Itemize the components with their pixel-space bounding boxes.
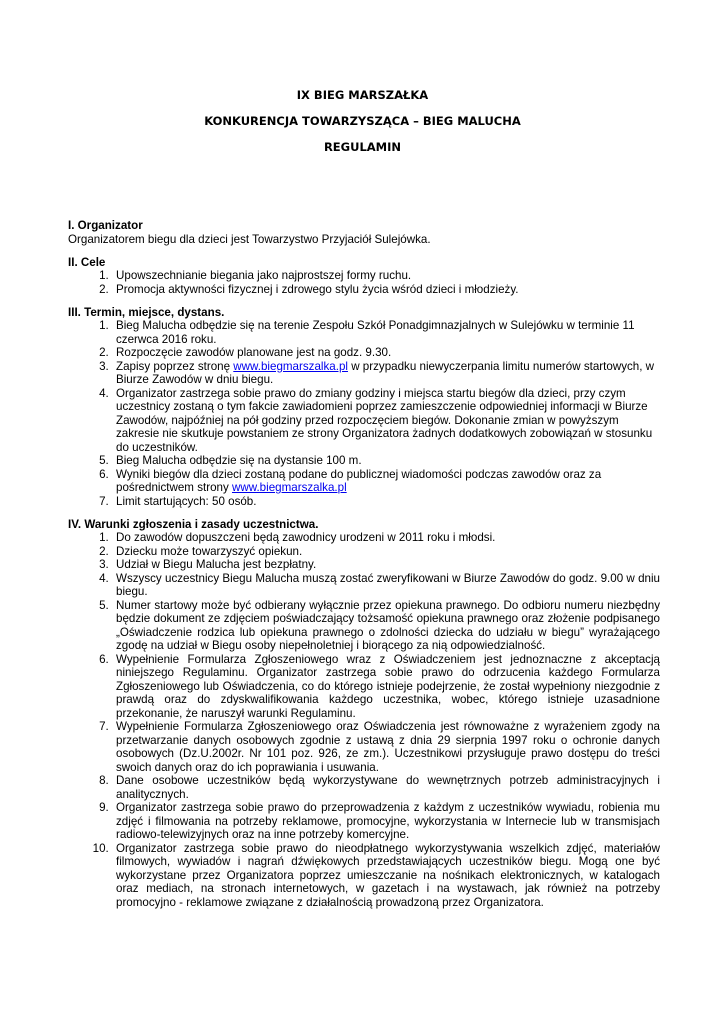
section-heading: I. Organizator (68, 219, 143, 232)
section-heading: IV. Warunki zgłoszenia i zasady uczestnictwa. (68, 517, 319, 531)
website-link[interactable]: www.biegmarszalka.pl (233, 359, 348, 373)
goals-list (68, 269, 660, 296)
regulations-title: REGULAMIN (323, 140, 402, 154)
list-item (112, 360, 660, 387)
list-item: 5. Numer startowy może być odbierany wyłącznie przez opiekuna prawnego. Do odbioru numeru niezbędny będzie dokument ze zdjęciem poświadczający tożsamość opiekuna prawnego oraz złożenie podpisanego „Oświadczenie rodzica lub opiekuna prawnego o zdolności dziecka do udziału w biegu” wyrażającego zgodę na udział w Biegu osoby niepełnoletniej i biorącego za nią odpowiedzialność. (112, 599, 660, 653)
conditions-list (68, 531, 660, 909)
list-item: 1. Do zawodów dopuszczeni będą zawodnicy urodzeni w 2011 roku i młodsi. (112, 531, 660, 545)
list-item: 7. Limit startujących: 50 osób. (112, 495, 660, 509)
list-item: 9. Organizator zastrzega sobie prawo do przeprowadzenia z każdym z uczestników wywiadu, robienia mu zdjęć i filmowania na potrzeby reklamowe, promocyjne, wykorzystania w Internecie lub w transmisjach radiowo-telewizyjnych oraz na inne potrzeby komercyjne. (112, 801, 660, 842)
list-item: 4. Wszyscy uczestnicy Biegu Malucha muszą zostać zweryfikowani w Biurze Zawodów do godz. 9.00 w dniu biegu. (112, 572, 660, 599)
list-item: 1. Upowszechnianie biegania jako najprostszej formy ruchu. (112, 269, 660, 283)
list-item (112, 468, 660, 495)
section-heading: II. Cele (68, 255, 106, 269)
section-conditions (68, 518, 660, 910)
document-body (68, 219, 660, 919)
section-goals (68, 256, 660, 297)
list-item: 3. Udział w Biegu Malucha jest bezpłatny. (112, 558, 660, 572)
competition-title: KONKURENCJA TOWARZYSZĄCA – BIEG MALUCHA (204, 114, 521, 128)
section-heading: III. Termin, miejsce, dystans. (68, 305, 225, 319)
list-item: 1. Bieg Malucha odbędzie się na terenie Zespołu Szkół Ponadgimnazjalnych w Sulejówku w terminie 11 czerwca 2016 roku. (112, 319, 660, 346)
list-item: 2. Promocja aktywności fizycznej i zdrowego stylu życia wśród dzieci i młodzieży. (112, 283, 660, 297)
list-item: 8. Dane osobowe uczestników będą wykorzystywane do wewnętrznych potrzeb administracyjnych i analitycznych. (112, 774, 660, 801)
website-link[interactable]: www.biegmarszalka.pl (231, 481, 347, 494)
list-item: 6. Wypełnienie Formularza Zgłoszeniowego wraz z Oświadczeniem jest jednoznaczne z akceptacją niniejszego Regulaminu. Organizator zastrzega sobie prawo do odrzucenia każdego Formularza Zgłoszeniowego lub Oświadczenia, co do którego istnieje podejrzenie, że został wypełniony niezgodnie z prawdą oraz do zdyskwalifikowania każdego uczestnika, wobec, którego istnieje uzasadnione przekonanie, że naruszył warunki Regulaminu. (112, 653, 660, 721)
section-text: Organizatorem biegu dla dzieci jest Towarzystwo Przyjaciół Sulejówka. (68, 232, 431, 246)
list-item: 2. Rozpoczęcie zawodów planowane jest na godz. 9.30. (112, 346, 660, 360)
list-item: 4. Organizator zastrzega sobie prawo do zmiany godziny i miejsca startu biegów dla dzieci, przy czym uczestnicy zostaną o tym fakcie zawiadomieni poprzez zamieszczenie odpowiedniej informacji w Biurze Zawodów, najpóźniej na pół godziny przed rozpoczęciem biegów. Dokonanie zmian w powyższym zakresie nie skutkuje powstaniem ze strony Organizatora żadnych dodatkowych zobowiązań w stosunku do uczestników. (112, 387, 660, 455)
list-item-text: w przypadku niewyczerpania limitu numerów startowych, w Biurze Zawodów w dniu biegu. (116, 359, 655, 386)
date-place-list (68, 319, 660, 508)
list-item-text: Zapisy poprzez stronę (116, 359, 234, 373)
section-organizer (68, 219, 660, 246)
event-title: IX BIEG MARSZAŁKA (296, 88, 429, 102)
list-item: 5. Bieg Malucha odbędzie się na dystansie 100 m. (112, 454, 660, 468)
section-date-place-distance (68, 306, 660, 509)
list-item: 7. Wypełnienie Formularza Zgłoszeniowego oraz Oświadczenia jest równoważne z wyrażeniem zgody na przetwarzanie danych osobowych zgodnie z ustawą z dnia 29 sierpnia 1997 roku o ochronie danych osobowych (Dz.U.2002r. Nr 101 poz. 926, ze zm.). Uczestnikowi przysługuje prawo dostępu do treści swoich danych oraz do ich poprawiania i usuwania. (112, 720, 660, 774)
list-item-text: Wyniki biegów dla dzieci zostaną podane do publicznej wiadomości podczas zawodów oraz za pośrednictwem strony (116, 467, 602, 494)
list-item: 2. Dziecku może towarzyszyć opiekun. (112, 545, 660, 559)
title-block (0, 88, 725, 166)
list-item: 10. Organizator zastrzega sobie prawo do nieodpłatnego wykorzystywania wszelkich zdjęć, materiałów filmowych, wywiadów i nagrań dźwiękowych przedstawiających uczestników biegu. Mogą one być wykorzystane przez Organizatora poprzez umieszczanie na nośnikach elektronicznych, w katalogach oraz mediach, na stronach internetowych, w gazetach i na wystawach, jak również na potrzeby promocyjno - reklamowe związane z działalnością prowadzoną przez Organizatora. (112, 842, 660, 910)
